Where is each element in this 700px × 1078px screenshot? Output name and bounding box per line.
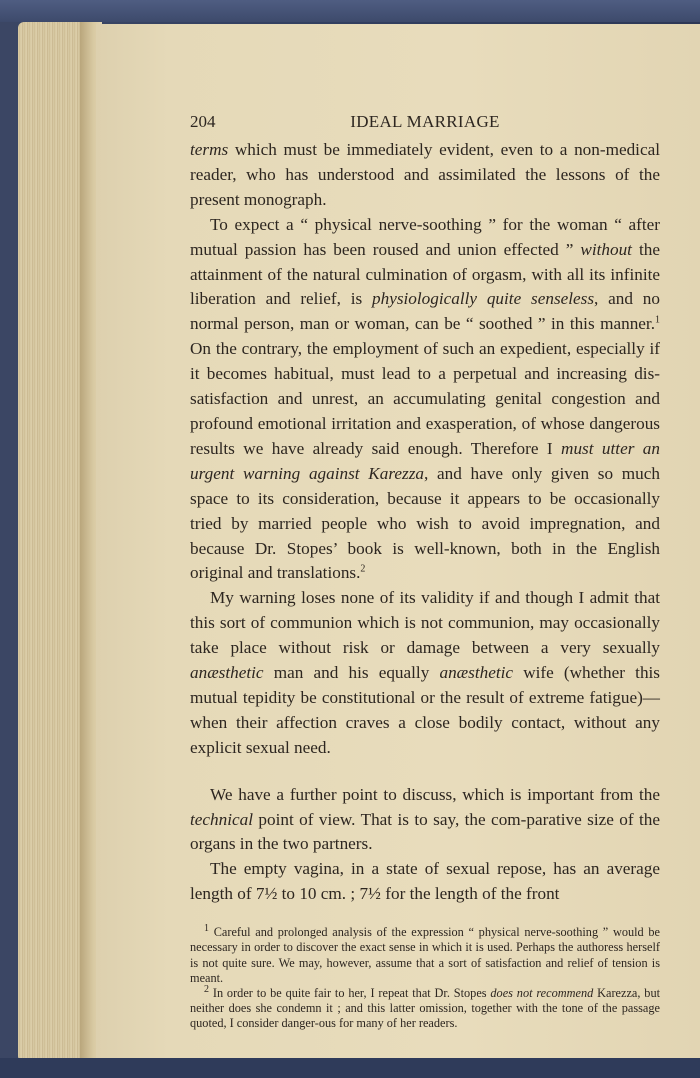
text-run: , and no normal person, man or woman, can be “ soothed ” in this manner.	[190, 289, 660, 334]
text-run: On the contrary, the employment of such an expedient, especially if it becomes habitual, must lead to a perpetual and increasing dis-satisfaction and unrest, an accumulating genital congestion and profound emotional irritation and exasperation, of whose dangerous results we have already said enough. Therefore I	[190, 339, 660, 458]
page-header	[190, 104, 660, 134]
text-run: Karezza, but neither does she condemn it ; and this latter omission, together with the tone of the passage quoted, I consider danger-ous for many of her readers.	[190, 986, 661, 1031]
paragraph	[190, 586, 660, 760]
footnotes	[190, 925, 660, 1031]
text-run: Careful and prolonged analysis of the expression “ physical nerve-soothing ” would be necessary in order to discover the exact sense in which it is used. Perhaps the authoress herself is not quite sure. We may, however, assume that a sort of satisfaction and relief of tension is meant.	[190, 925, 660, 985]
page-text-block	[190, 104, 660, 1032]
page-edges	[18, 22, 88, 1062]
italic-text: does not recommend	[490, 986, 594, 1000]
footnote	[190, 925, 660, 986]
italic-text: anæsthetic	[190, 663, 264, 683]
italic-text: must utter an urgent warning against Karezza	[190, 438, 660, 483]
body-text	[190, 138, 660, 907]
text-run: wife (whether this mutual tepidity be constitutional or the result of extreme fatigue)—when their affection craves a close bodily contact, without any explicit sexual need.	[190, 663, 661, 757]
text-run: To expect a “ physical nerve-soothing ” for the woman “ after mutual passion has been roused and union effected ”	[190, 214, 660, 259]
paragraph	[190, 138, 660, 213]
text-run: My warning loses none of its validity if and though I admit that this sort of communion which is not communion, may occasionally take place without risk or damage between a very sexually	[190, 588, 660, 658]
footnote-marker: 2	[204, 983, 209, 995]
italic-text: terms	[190, 140, 229, 159]
footnote-marker: 1	[655, 314, 660, 326]
running-title: IDEAL MARRIAGE	[350, 112, 500, 131]
text-run: the attainment of the natural culmination of orgasm, with all its infinite liberation and relief, is	[190, 239, 660, 309]
text-run: point of view. That is to say, the com-parative size of the organs in the two partners.	[190, 809, 660, 854]
text-run: which must be immediately evident, even to a non-medical reader, who has understood and assimilated the lessons of the present monograph.	[190, 140, 660, 209]
italic-text: physiologically quite senseless	[372, 289, 595, 309]
paragraph	[190, 783, 660, 858]
italic-text: without	[580, 239, 632, 259]
footnote-marker: 2	[360, 563, 366, 575]
paragraph	[190, 213, 660, 587]
text-run: The empty vagina, in a state of sexual repose, has an average length of 7½ to 10 cm. ; 7½ for the length of the front	[190, 859, 660, 904]
text-run: , and have only given so much space to its consideration, because it appears to be occasionally tried by married people who wish to avoid impregnation, and because Dr. Stopes’ book is well-known, both in the English original and translations.	[190, 463, 660, 583]
paragraph	[190, 857, 660, 907]
cover-top-edge	[0, 0, 700, 22]
page-number: 204	[190, 112, 216, 131]
text-run: man and his equally	[263, 663, 440, 683]
footnote-marker: 1	[204, 923, 209, 935]
italic-text: anæsthetic	[439, 663, 514, 683]
cover-bottom-edge	[0, 1058, 700, 1078]
italic-text: technical	[190, 809, 253, 829]
text-run: In order to be quite fair to her, I repeat that Dr. Stopes	[209, 986, 491, 1000]
footnote	[190, 983, 661, 1032]
text-run: We have a further point to discuss, which is important from the	[210, 784, 660, 804]
